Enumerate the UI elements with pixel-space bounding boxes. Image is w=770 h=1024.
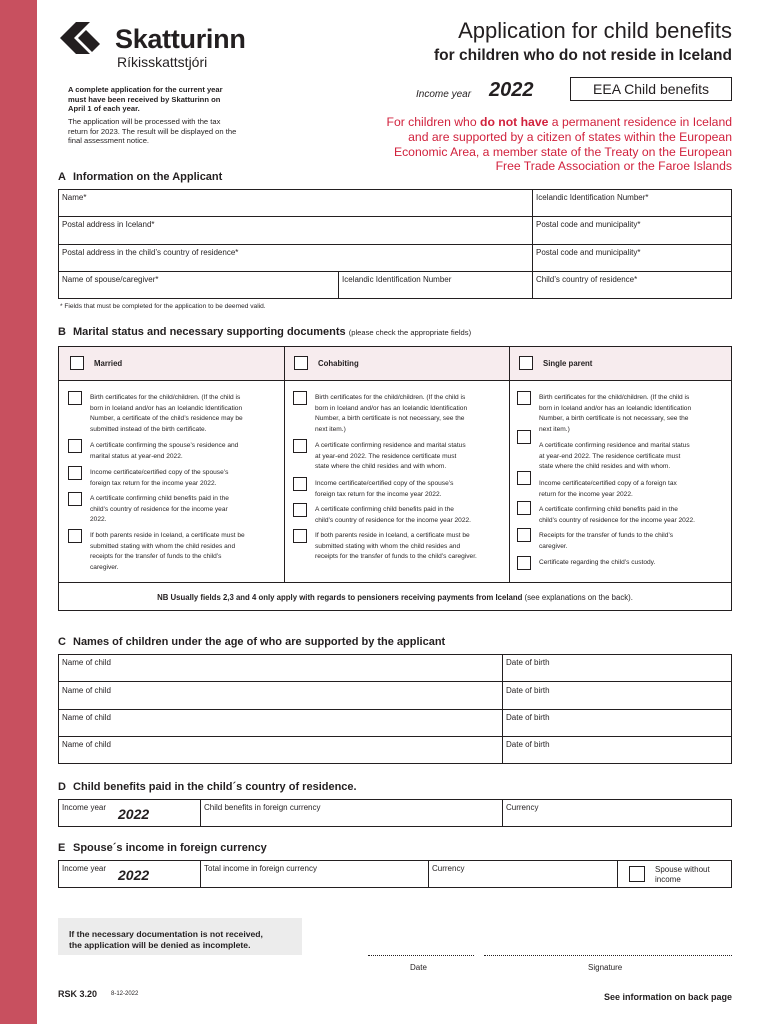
spouse-no-income-label: Spouse without income (655, 865, 710, 884)
cohabiting-doc-text: Birth certificates for the child/children. (If the child is born in Iceland and/or has an Icelandic Identification Number, a birth certificate is not necessary, see the next item.) (315, 394, 468, 433)
cohabiting-doc-checkbox[interactable] (293, 391, 307, 405)
married-doc-checkbox[interactable] (68, 466, 82, 480)
form-number: RSK 3.20 (58, 989, 98, 999)
married-doc-text: If both parents reside in Iceland, a certificate must be submitted stating with whom the child resides and receipts for the transfer of funds to the child’s caregiver. (90, 532, 245, 571)
section-c-heading: C Names of children under the age of who are supported by the applicant (58, 636, 446, 648)
nb-note: NB Usually fields 2,3 and 4 only apply with regards to pensioners receiving payments from Iceland (see explanations on the back). (157, 593, 633, 602)
spouse-no-income-checkbox[interactable] (629, 866, 645, 882)
page-title: Application for child benefits (458, 18, 732, 43)
logo-name: Skatturinn (115, 24, 246, 54)
postal-code-field[interactable]: Postal code and municipality* (536, 220, 641, 229)
section-a-heading: A Information on the Applicant (58, 171, 223, 183)
single-doc-text: Certificate regarding the child’s custody. (539, 559, 656, 566)
benefits-year-label: Income year (62, 803, 107, 812)
married-doc-checkbox[interactable] (68, 439, 82, 453)
single-doc-text: Birth certificates for the child/children. (If the child is born in Iceland and/or has an Icelandic Identification Number, a birth certificate is not necessary, see the next item.) (539, 394, 692, 433)
cohabiting-doc-checkbox[interactable] (293, 503, 307, 517)
child-dob-field[interactable]: Date of birth (506, 713, 550, 722)
spouse-id-field[interactable]: Icelandic Identification Number (342, 275, 452, 284)
date-label: Date (410, 963, 427, 972)
form-date: 8-12-2022 (111, 991, 139, 997)
id-number-field[interactable]: Icelandic Identification Number* (536, 193, 649, 202)
postal-address-iceland-field[interactable]: Postal address in Iceland* (62, 220, 155, 229)
single-doc-checkbox[interactable] (517, 528, 531, 542)
eea-child-benefits-box: EEA Child benefits (570, 77, 732, 101)
child-dob-field[interactable]: Date of birth (506, 686, 550, 695)
child-dob-field[interactable]: Date of birth (506, 740, 550, 749)
child-name-field[interactable]: Name of child (62, 686, 111, 695)
intro-processing: The application will be processed with the tax return for 2023. The result will be displayed on the final assessment notice. (68, 117, 237, 145)
warning-box: If the necessary documentation is not received, the application will be denied as incomplete. (58, 918, 302, 955)
benefits-table (58, 799, 732, 827)
cohabiting-doc-text: Income certificate/certified copy of the spouse’s foreign tax return for the income year 2022. (315, 480, 454, 498)
postal-address-child-field[interactable]: Postal address in the child’s country of residence* (62, 248, 239, 257)
section-e-heading: E Spouse´s income in foreign currency (58, 842, 267, 854)
child-country-field[interactable]: Child’s country of residence* (536, 275, 638, 284)
name-field[interactable]: Name* (62, 193, 87, 202)
signature-line[interactable] (484, 955, 732, 956)
cohabiting-doc-checkbox[interactable] (293, 477, 307, 491)
skatturinn-logo-icon (56, 16, 112, 60)
signature-label: Signature (588, 963, 623, 972)
red-notice: For children who do not have a permanent residence in Iceland and are supported by a citizen of states within the European Economic Area, a member state of the Treaty on the European Free Trade Association or the Faroe Islands (386, 115, 732, 174)
single-doc-checkbox[interactable] (517, 556, 531, 570)
single-doc-checkbox[interactable] (517, 391, 531, 405)
section-d-heading: D Child benefits paid in the child´s country of residence. (58, 781, 357, 793)
income-year-value: 2022 (489, 79, 534, 101)
single-doc-checkbox[interactable] (517, 471, 531, 485)
single-doc-text: A certificate confirming residence and marital status at year-end 2022. The residence certificate must state where the child resides and with whom. (539, 442, 690, 471)
married-doc-text: Income certificate/certified copy of the spouse’s foreign tax return for the income year 2022. (90, 469, 229, 487)
single-doc-text: A certificate confirming child benefits paid in the child’s country of residence for the income year 2022. (539, 506, 696, 524)
single-parent-label: Single parent (543, 359, 593, 368)
single-parent-checkbox[interactable] (519, 356, 533, 370)
section-b-heading: B Marital status and necessary supporting documents (please check the appropriate fields) (58, 326, 472, 338)
married-doc-checkbox[interactable] (68, 391, 82, 405)
married-doc-text: A certificate confirming child benefits paid in the child’s country of residence for the income year 2022. (90, 495, 229, 524)
spouse-name-field[interactable]: Name of spouse/caregiver* (62, 275, 159, 284)
single-doc-text: Receipts for the transfer of funds to the child’s caregiver. (539, 532, 674, 550)
married-label: Married (94, 359, 123, 368)
cohabiting-doc-checkbox[interactable] (293, 529, 307, 543)
spouse-year-label: Income year (62, 864, 107, 873)
back-page-note: See information on back page (603, 992, 732, 1002)
child-name-field[interactable]: Name of child (62, 713, 111, 722)
married-doc-text: Birth certificates for the child/children. (If the child is born in Iceland and/or has an Icelandic Identification Number, a certificate of the child’s residence may be submitted instead of the birth certificate. (90, 394, 243, 433)
child-name-field[interactable]: Name of child (62, 658, 111, 667)
child-dob-field[interactable]: Date of birth (506, 658, 550, 667)
cohabiting-doc-checkbox[interactable] (293, 439, 307, 453)
benefits-amount-field[interactable]: Child benefits in foreign currency (204, 803, 321, 812)
benefits-currency-field[interactable]: Currency (506, 803, 539, 812)
cohabiting-doc-text: A certificate confirming child benefits paid in the child’s country of residence for the income year 2022. (315, 506, 472, 524)
married-doc-checkbox[interactable] (68, 492, 82, 506)
single-doc-checkbox[interactable] (517, 501, 531, 515)
logo-subtitle: Ríkisskattstjóri (117, 54, 208, 70)
intro-deadline: A complete application for the current year must have been received by Skatturinn on April 1 of each year. (68, 85, 223, 113)
married-checkbox[interactable] (70, 356, 84, 370)
date-line[interactable] (368, 955, 474, 956)
cohabiting-doc-text: If both parents reside in Iceland, a certificate must be submitted stating with whom the child resides and receipts for the transfer of funds to the child’s caregiver. (315, 532, 477, 561)
spouse-year-value: 2022 (118, 867, 150, 883)
income-year-label: Income year (416, 89, 472, 100)
accent-bar (0, 0, 37, 1024)
married-doc-checkbox[interactable] (68, 529, 82, 543)
cohabiting-doc-text: A certificate confirming residence and marital status at year-end 2022. The residence certificate must state where the child resides and with whom. (315, 442, 466, 471)
single-doc-checkbox[interactable] (517, 430, 531, 444)
married-doc-text: A certificate confirming the spouse’s residence and marital status at year-end 2022. (90, 442, 239, 460)
marital-header-band (59, 347, 731, 380)
page-subtitle: for children who do not reside in Iceland (434, 47, 732, 64)
spouse-income-field[interactable]: Total income in foreign currency (204, 864, 317, 873)
spouse-currency-field[interactable]: Currency (432, 864, 465, 873)
child-name-field[interactable]: Name of child (62, 740, 111, 749)
cohabiting-label: Cohabiting (318, 359, 359, 368)
single-doc-text: Income certificate/certified copy of a foreign tax return for the income year 2022. (539, 480, 677, 498)
postal-code-child-field[interactable]: Postal code and municipality* (536, 248, 641, 257)
benefits-year-value: 2022 (118, 806, 150, 822)
required-footnote: * Fields that must be completed for the application to be deemed valid. (60, 303, 266, 310)
cohabiting-checkbox[interactable] (294, 356, 308, 370)
